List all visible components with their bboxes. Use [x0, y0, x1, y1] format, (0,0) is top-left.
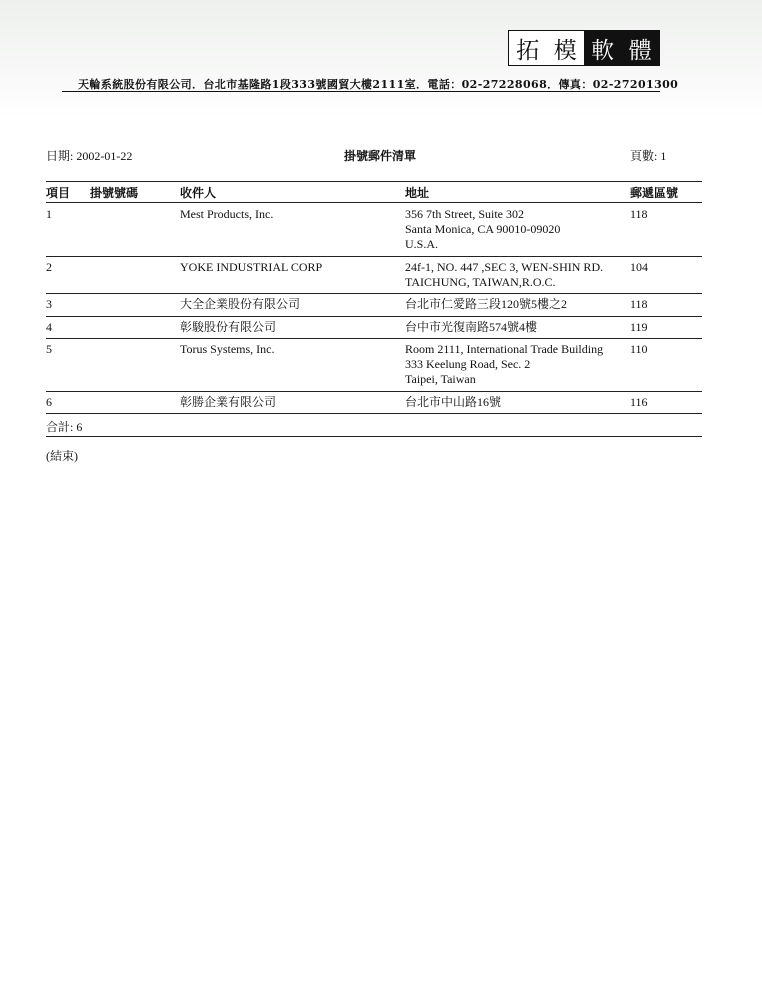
row-1-address-line-3: U.S.A. [405, 237, 439, 251]
row-5-recipient: Torus Systems, Inc. [180, 342, 275, 356]
row-5-address-line-1: Room 2111, International Trade Building [405, 342, 604, 356]
row-1-address-line-2: Santa Monica, CA 90010-09020 [405, 222, 561, 236]
table-top-rule [46, 181, 702, 182]
column-header-reg-no: 掛號號碼 [90, 186, 139, 200]
header-bottom-rule [46, 202, 702, 203]
row-3-item: 3 [46, 297, 52, 311]
row-5-address-line-3: Taipei, Taiwan [405, 372, 476, 386]
row-4-item: 4 [46, 320, 52, 334]
row-5-address-line-2: 333 Keelung Road, Sec. 2 [405, 357, 531, 371]
row-4-zip: 119 [630, 320, 648, 334]
row-2-recipient: YOKE INDUSTRIAL CORP [180, 260, 323, 274]
row-6-address-line-1: 台北市中山路16號 [405, 395, 502, 409]
report-title: 掛號郵件清單 [344, 149, 417, 163]
total-rule [46, 436, 702, 437]
row-6-zip: 116 [630, 395, 648, 409]
row-2-zip: 104 [630, 260, 648, 274]
row-divider [46, 391, 702, 392]
header-divider [62, 91, 660, 92]
report-date: 日期: 2002-01-22 [46, 149, 133, 163]
row-3-zip: 118 [630, 297, 648, 311]
row-3-address-line-1: 台北市仁愛路三段120號5樓之2 [405, 297, 568, 311]
page-number: 頁數: 1 [630, 149, 667, 163]
row-3-recipient: 大全企業股份有限公司 [180, 297, 301, 311]
row-5-item: 5 [46, 342, 52, 356]
company-info-line: 天輪系統股份有限公司．台北市基隆路1段333號國貿大樓2111室．電話：02-27228068．傳真：02-27201300 [78, 78, 679, 91]
company-logo [508, 30, 660, 66]
row-6-item: 6 [46, 395, 52, 409]
row-1-item: 1 [46, 207, 52, 221]
row-5-zip: 110 [630, 342, 648, 356]
row-2-item: 2 [46, 260, 52, 274]
row-divider [46, 338, 702, 339]
total-count: 合計: 6 [46, 420, 83, 434]
row-divider [46, 293, 702, 294]
logo-char-4: 體 [622, 31, 660, 65]
row-2-address-line-2: TAICHUNG, TAIWAN,R.O.C. [405, 275, 556, 289]
row-4-recipient: 彰駿股份有限公司 [180, 320, 277, 334]
logo-char-2: 模 [547, 31, 585, 65]
column-header-address: 地址 [405, 186, 430, 200]
row-2-address-line-1: 24f-1, NO. 447 ,SEC 3, WEN-SHIN RD. [405, 260, 604, 274]
logo-char-1: 拓 [509, 31, 547, 65]
logo-char-3: 軟 [584, 31, 622, 65]
column-header-zip: 郵遞區號 [630, 186, 679, 200]
row-divider [46, 256, 702, 257]
end-marker: (結束) [46, 449, 78, 463]
row-1-zip: 118 [630, 207, 648, 221]
column-header-item: 項目 [46, 186, 71, 200]
column-header-recipient: 收件人 [180, 186, 217, 200]
row-1-address-line-1: 356 7th Street, Suite 302 [405, 207, 524, 221]
table-bottom-rule [46, 413, 702, 414]
row-divider [46, 316, 702, 317]
row-4-address-line-1: 台中市光復南路574號4樓 [405, 320, 538, 334]
row-1-recipient: Mest Products, Inc. [180, 207, 274, 221]
row-6-recipient: 彰勝企業有限公司 [180, 395, 277, 409]
